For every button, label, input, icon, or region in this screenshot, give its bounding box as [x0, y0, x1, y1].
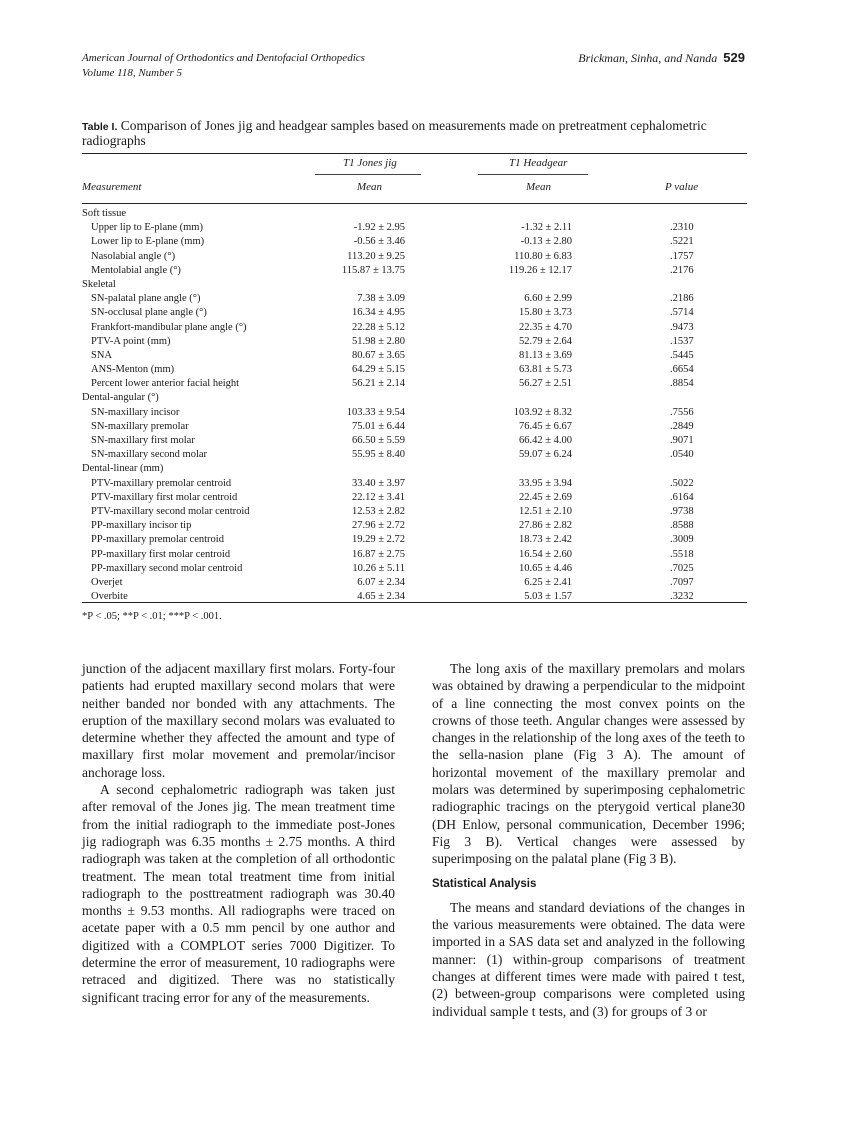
measurement-label: PTV-maxillary premolar centroid [91, 477, 232, 489]
table-row [82, 250, 747, 264]
jones-jig-mean: 16.34 ± 4.95 [351, 307, 405, 319]
measurement-label: PP-maxillary incisor tip [91, 520, 192, 532]
table-row [82, 576, 747, 590]
p-value: .1537 [670, 335, 694, 347]
headgear-mean: 110.80 ± 6.83 [514, 250, 572, 262]
jones-jig-mean: 10.26 ± 5.11 [352, 562, 405, 574]
table-section-heading [82, 278, 747, 292]
authors: Brickman, Sinha, and Nanda [578, 51, 718, 65]
measurement-label: PTV-maxillary first molar centroid [91, 491, 238, 503]
measurement-label: Upper lip to E-plane (mm) [91, 222, 203, 234]
headgear-mean: 119.26 ± 12.17 [508, 264, 572, 276]
p-value: .7025 [670, 562, 694, 574]
headgear-mean: 81.13 ± 3.69 [518, 349, 572, 361]
p-value: .7556 [670, 406, 694, 418]
running-header-right [578, 50, 745, 66]
table-section-heading [82, 462, 747, 476]
table-header-rule [82, 203, 747, 204]
measurement-label: Mentolabial angle (°) [91, 264, 181, 276]
p-value: .2849 [670, 420, 694, 432]
group1-rule [315, 174, 421, 175]
headgear-mean: 22.35 ± 4.70 [518, 321, 572, 333]
headgear-mean: 76.45 ± 6.67 [518, 420, 572, 432]
measurement-label: SN-maxillary first molar [91, 435, 195, 446]
p-value: .9738 [670, 505, 694, 517]
table-footnote: *P < .05; **P < .01; ***P < .001. [82, 611, 222, 622]
pvalue-header: P value [665, 181, 699, 193]
group1-header: T1 Jones jig [343, 157, 397, 169]
table-row [82, 377, 747, 391]
p-value: .5445 [670, 349, 694, 361]
table-row [82, 306, 747, 320]
p-value: .5221 [670, 236, 694, 248]
jones-jig-mean: 64.29 ± 5.15 [351, 364, 405, 376]
jones-jig-mean: 33.40 ± 3.97 [351, 477, 405, 489]
headgear-mean: 52.79 ± 2.64 [518, 335, 572, 347]
table-row [82, 477, 747, 491]
measurement-label: PP-maxillary second molar centroid [91, 562, 243, 574]
p-value: .6654 [670, 364, 694, 376]
table-section-heading [82, 207, 747, 221]
headgear-mean: 12.51 ± 2.10 [518, 505, 572, 517]
table-row [82, 420, 747, 434]
mean2-header: Mean [526, 181, 552, 193]
measurement-label: PP-maxillary first molar centroid [91, 548, 231, 560]
jones-jig-mean: 12.53 ± 2.82 [351, 505, 405, 517]
table-row [82, 321, 747, 335]
running-header-left [82, 51, 365, 81]
table-row [82, 491, 747, 505]
table-body [82, 207, 747, 604]
p-value: .5714 [670, 307, 694, 319]
body-column-left [82, 660, 395, 1006]
section-label: Skeletal [82, 278, 116, 290]
body-column-right [432, 660, 745, 1020]
table-row [82, 292, 747, 306]
p-value: .8588 [670, 520, 694, 532]
p-value: .9071 [670, 435, 694, 446]
p-value: .6164 [670, 491, 694, 503]
measurement-label: SN-maxillary premolar [91, 420, 189, 432]
measurement-label: Overjet [91, 576, 123, 588]
headgear-mean: 103.92 ± 8.32 [513, 406, 572, 418]
p-value: .8854 [670, 378, 694, 390]
table-row [82, 434, 747, 448]
measurement-label: SN-maxillary second molar [91, 449, 208, 461]
measurement-label: Percent lower anterior facial height [91, 378, 240, 390]
headgear-mean: 6.60 ± 2.99 [524, 293, 572, 305]
table-bottom-rule [82, 602, 747, 603]
measurement-label: SN-palatal plane angle (°) [91, 293, 201, 305]
jones-jig-mean: 7.38 ± 3.09 [357, 293, 405, 305]
measurement-label: ANS-Menton (mm) [91, 364, 175, 376]
measurement-label: SN-occlusal plane angle (°) [91, 307, 207, 319]
p-value: .3009 [670, 534, 694, 546]
jones-jig-mean: 66.50 ± 5.59 [351, 435, 405, 446]
headgear-mean: 59.07 ± 6.24 [518, 449, 572, 461]
headgear-mean: 15.80 ± 3.73 [518, 307, 572, 319]
headgear-mean: -1.32 ± 2.11 [521, 222, 572, 234]
journal-volume: Volume 118, Number 5 [82, 67, 183, 79]
p-value: .5022 [670, 477, 694, 489]
p-value: .5518 [670, 548, 694, 560]
headgear-mean: 18.73 ± 2.42 [518, 534, 572, 546]
p-value: .3232 [670, 591, 694, 603]
headgear-mean: 66.42 ± 4.00 [518, 435, 572, 446]
jones-jig-mean: 80.67 ± 3.65 [351, 349, 405, 361]
jones-jig-mean: 19.29 ± 2.72 [351, 534, 405, 546]
section-heading: Statistical Analysis [432, 877, 537, 890]
headgear-mean: 6.25 ± 2.41 [524, 576, 572, 588]
measurement-label: Nasolabial angle (°) [91, 250, 176, 262]
journal-name: American Journal of Orthodontics and Dentofacial Orthopedics [82, 52, 365, 64]
table-caption [82, 119, 747, 148]
paragraph: junction of the adjacent maxillary first molars. Forty-four patients had erupted maxillary second molars that were neither banded nor bonded with any attachments. The eruption of the maxillary second molars was evaluated to determine whether they affected the amount and type of maxillary first molar movement and premolar/incisor anchorage loss. [82, 661, 395, 780]
headgear-mean: 33.95 ± 3.94 [518, 477, 572, 489]
measurement-label: Lower lip to E-plane (mm) [91, 236, 205, 248]
table-row [82, 349, 747, 363]
table-row [82, 363, 747, 377]
p-value: .7097 [670, 576, 694, 588]
headgear-mean: 10.65 ± 4.46 [518, 562, 572, 574]
headgear-mean: -0.13 ± 2.80 [520, 236, 572, 248]
group2-rule [478, 174, 588, 175]
table-top-rule [82, 153, 747, 154]
table-row [82, 533, 747, 547]
table-row [82, 505, 747, 519]
headgear-mean: 22.45 ± 2.69 [518, 491, 572, 503]
jones-jig-mean: 22.12 ± 3.41 [351, 491, 405, 503]
table-row [82, 562, 747, 576]
table-label: Table I. [82, 121, 118, 133]
measurement-label: PTV-maxillary second molar centroid [91, 505, 250, 517]
measurement-label: SNA [91, 349, 113, 361]
headgear-mean: 16.54 ± 2.60 [518, 548, 572, 560]
jones-jig-mean: 56.21 ± 2.14 [351, 378, 405, 390]
jones-jig-mean: 22.28 ± 5.12 [351, 321, 405, 333]
jones-jig-mean: 103.33 ± 9.54 [346, 406, 405, 418]
measurement-label: SN-maxillary incisor [91, 406, 180, 418]
jones-jig-mean: 115.87 ± 13.75 [341, 264, 405, 276]
measurement-label: Overbite [91, 591, 128, 603]
table-row [82, 221, 747, 235]
paragraph: A second cephalometric radiograph was taken just after removal of the Jones jig. The mean treatment time from the initial radiograph to the immediate post-Jones jig radiograph was 6.35 months ± 2.75 months. A third radiograph was taken at the completion of all orthodontic treatment. The mean total treatment time from initial radiograph to the posttreatment radiograph was 30.40 months ± 9.53 months. All radiographs were traced on acetate paper with a 0.5 mm pencil by one author and digitized with a COMPLOT series 7000 Digitizer. To determine the error of measurement, 10 radiographs were retraced and digitized. There was no statistically significant tracing error for any of the measurements. [82, 782, 395, 1005]
headgear-mean: 5.03 ± 1.57 [524, 591, 572, 603]
mean1-header: Mean [357, 181, 383, 193]
jones-jig-mean: 113.20 ± 9.25 [347, 250, 405, 262]
table-row [82, 406, 747, 420]
p-value: .0540 [670, 449, 694, 461]
jones-jig-mean: -1.92 ± 2.95 [353, 222, 405, 234]
jones-jig-mean: 16.87 ± 2.75 [351, 548, 405, 560]
paragraph: The means and standard deviations of the changes in the various measurements were obtained. The data were imported in a SAS data set and analyzed in the following manner: (1) within-group comparisons of treatment changes at different times were made with paired t test, (2) between-group comparisons were completed using individual sample t tests, and (3) for groups of 3 or [432, 899, 745, 1019]
table-row [82, 264, 747, 278]
table-row [82, 448, 747, 462]
paragraph: The long axis of the maxillary premolars and molars was obtained by drawing a perpendicular to the midpoint of a line connecting the most convex points on the crowns of those teeth. Angular changes were assessed by changes in the relationship of the long axes of the teeth to the sella-nasion plane (Fig 3 A). The amount of horizontal movement of the maxillary premolar and molars was determined by superimposing cephalometric radiographic tracings on the pterygoid vertical plane30 (DH Enlow, personal communication, December 1996; Fig 3 B). Vertical changes were assessed by superimposing on the palatal plane (Fig 3 B). [432, 661, 745, 867]
measurement-label: PP-maxillary premolar centroid [91, 534, 224, 546]
jones-jig-mean: 4.65 ± 2.34 [357, 591, 405, 603]
jones-jig-mean: -0.56 ± 3.46 [353, 236, 405, 248]
headgear-mean: 63.81 ± 5.73 [518, 364, 572, 376]
jones-jig-mean: 6.07 ± 2.34 [357, 576, 405, 588]
table-row [82, 235, 747, 249]
p-value: .1757 [670, 250, 694, 262]
headgear-mean: 27.86 ± 2.82 [518, 520, 572, 532]
page-number: 529 [723, 50, 745, 65]
p-value: .2176 [670, 264, 694, 276]
measurement-label: PTV-A point (mm) [91, 335, 171, 347]
section-label: Soft tissue [82, 208, 127, 219]
table-row [82, 519, 747, 533]
table-row [82, 335, 747, 349]
measurement-header: Measurement [82, 181, 142, 193]
table-row [82, 548, 747, 562]
p-value: .2186 [670, 293, 694, 305]
headgear-mean: 56.27 ± 2.51 [518, 378, 572, 390]
table-section-heading [82, 391, 747, 405]
p-value: .9473 [670, 321, 694, 333]
jones-jig-mean: 75.01 ± 6.44 [351, 420, 405, 432]
group2-header: T1 Headgear [509, 157, 568, 169]
p-value: .2310 [670, 222, 694, 234]
section-label: Dental-linear (mm) [82, 463, 164, 475]
section-label: Dental-angular (°) [82, 392, 159, 404]
jones-jig-mean: 27.96 ± 2.72 [351, 520, 405, 532]
jones-jig-mean: 51.98 ± 2.80 [351, 335, 405, 347]
measurement-label: Frankfort-mandibular plane angle (°) [91, 321, 247, 333]
jones-jig-mean: 55.95 ± 8.40 [351, 449, 405, 461]
table-caption-text: Comparison of Jones jig and headgear samples based on measurements made on pretreatment cephalometric radiographs [82, 118, 707, 148]
